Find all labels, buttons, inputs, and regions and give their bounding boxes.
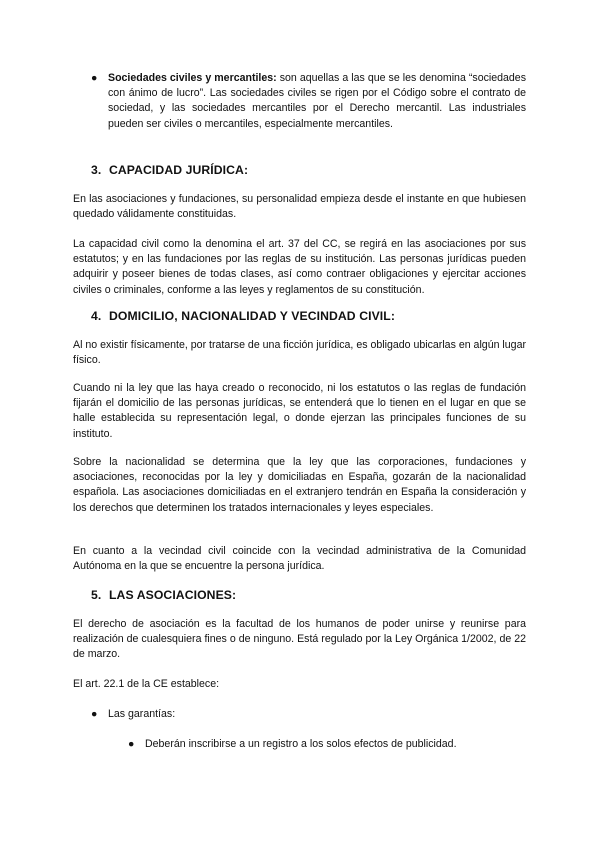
paragraph: Al no existir físicamente, por tratarse de una ficción jurídica, es obligado ubicarlas en algún lugar físico. — [73, 339, 526, 367]
bullet-sociedades-civiles-mercantiles — [108, 71, 526, 132]
bullet-inscribirse-registro: Deberán inscribirse a un registro a los solos efectos de publicidad. — [145, 738, 457, 750]
heading-title: CAPACIDAD JURÍDICA: — [109, 163, 249, 177]
bullet-marker-nested: ● — [128, 738, 135, 750]
bullet-las-garantias: Las garantías: — [108, 708, 176, 720]
paragraph: Sobre la nacionalidad se determina que la ley que las corporaciones, fundaciones y asociaciones, reconocidas por la ley y domiciliadas en España, gozarán de la nacionalidad española. Las asociaciones domiciliadas en el extranjero tendrán en España la consideración y los derechos que determinen los tratados internacionales y leyes especiales. — [73, 456, 526, 514]
bullet-marker: ● — [91, 708, 98, 720]
heading-las-asociaciones — [91, 588, 236, 602]
heading-number: 4. — [91, 309, 102, 323]
paragraph: Cuando ni la ley que las haya creado o reconocido, ni los estatutos o las reglas de fundación fijarán el domicilio de las personas jurídicas, se entenderá que lo tienen en el lugar en que se halle establecida su representación legal, o donde ejerzan las principales funciones de su instituto. — [73, 382, 526, 440]
paragraph: La capacidad civil como la denomina el art. 37 del CC, se regirá en las asociaciones por sus estatutos; y en las fundaciones por las reglas de su institución. Las personas jurídicas pueden adquirir y poseer bienes de todas clases, así como contraer obligaciones y ejercitar acciones civiles o criminales, conforme a las leyes y reglamentos de su constitución. — [73, 238, 526, 296]
heading-domicilio-nacionalidad — [91, 309, 395, 323]
paragraph: El art. 22.1 de la CE establece: — [73, 678, 220, 690]
heading-number: 5. — [91, 588, 102, 602]
paragraph: En las asociaciones y fundaciones, su personalidad empieza desde el instante en que hubiesen quedado válidamente constituidas. — [73, 193, 526, 221]
paragraph: El derecho de asociación es la facultad de los humanos de poder unirse y reunirse para realización de cualesquiera fines o de ninguno. Está regulado por la Ley Orgánica 1/2002, de 22 de marzo. — [73, 618, 526, 661]
paragraph: En cuanto a la vecindad civil coincide con la vecindad administrativa de la Comunidad Autónoma en la que se encuentre la persona jurídica. — [73, 545, 526, 573]
heading-title: LAS ASOCIACIONES: — [109, 588, 237, 602]
bullet-marker: ● — [91, 72, 98, 84]
bullet-term: Sociedades civiles y mercantiles: — [108, 72, 277, 84]
heading-capacidad-juridica — [91, 163, 248, 177]
heading-number: 3. — [91, 163, 102, 177]
heading-title: DOMICILIO, NACIONALIDAD Y VECINDAD CIVIL: — [109, 309, 396, 323]
bullet-text: son aquellas a las que se les denomina “sociedades con ánimo de lucro”. Las sociedades civiles se rigen por el Código sobre el contrato de sociedad, y las sociedades mercantiles por el Derecho mercantil. Las industriales pueden ser civiles o mercantiles, especialmente mercantiles. — [108, 72, 526, 130]
